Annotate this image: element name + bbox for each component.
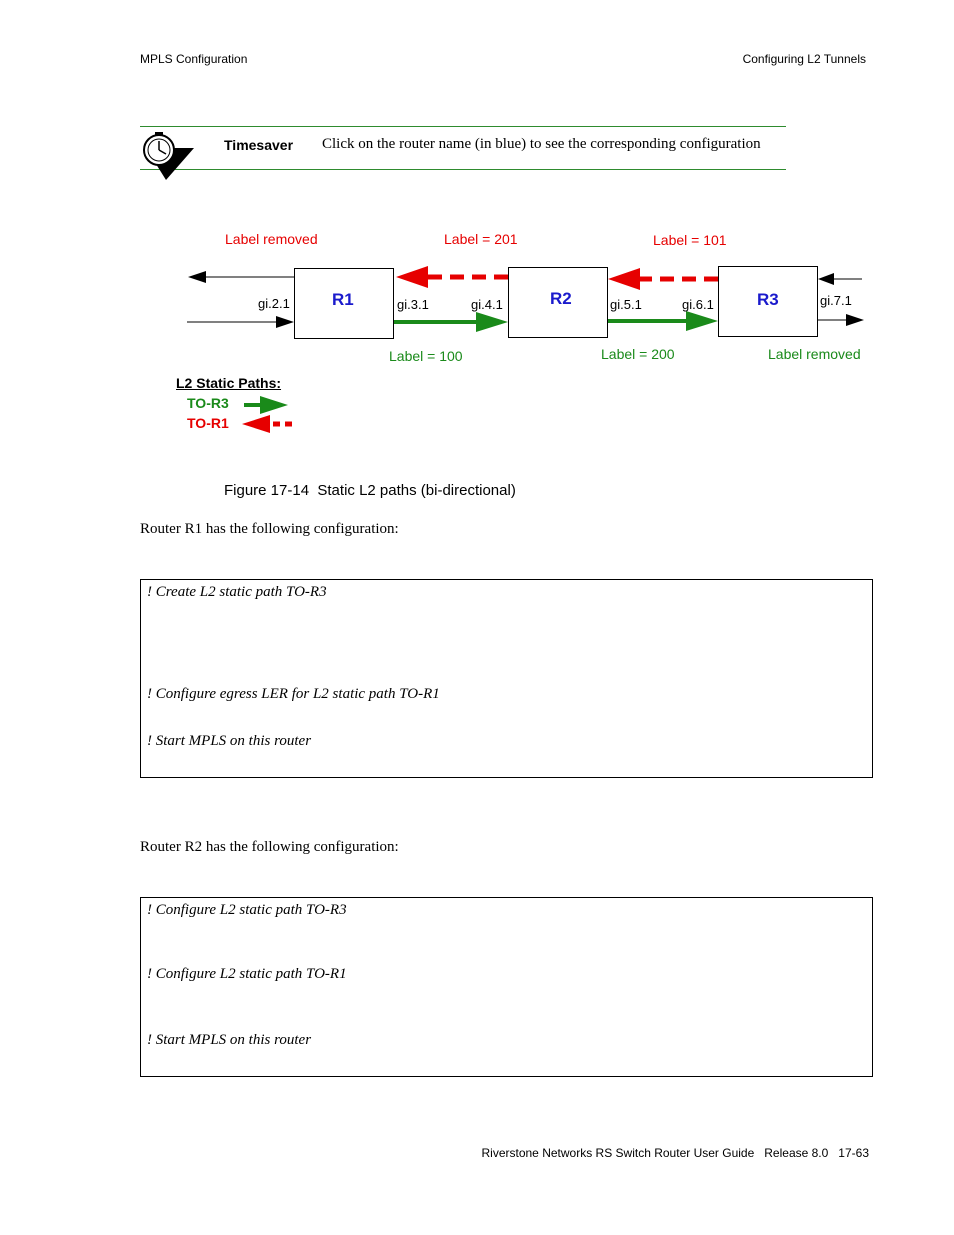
label-top-r2: Label = 201 [444,231,518,247]
figure-caption: Figure 17-14 Static L2 paths (bi-directional) [224,482,516,499]
r2-comment-3: ! Start MPLS on this router [147,1032,312,1048]
router-r1-link[interactable]: R1 [332,290,354,309]
legend-to-r3-arrow-icon [244,396,288,414]
to-r3-arrow-r1-r2 [393,312,508,332]
r1-comment-3: ! Start MPLS on this router [147,733,312,749]
label-top-r3: Label = 101 [653,232,727,248]
page-footer: Riverstone Networks RS Switch Router User Guide Release 8.0 17-63 [481,1146,869,1160]
legend-to-r1-arrow-icon [242,415,292,433]
running-header-left: MPLS Configuration [140,52,248,66]
router-r2-link[interactable]: R2 [550,289,572,308]
r2-intro: Router R2 has the following configuration: [140,839,399,855]
to-r1-arrow-r2-r1 [396,266,508,288]
r1-comment-2: ! Configure egress LER for L2 static path TO-R1 [147,686,440,702]
port-gi-3-1: gi.3.1 [397,297,429,312]
legend-to-r1: TO-R1 [187,415,229,431]
label-bottom-r3: Label removed [768,346,861,362]
r1-comment-1: ! Create L2 static path TO-R3 [147,584,327,600]
running-header-right: Configuring L2 Tunnels [742,52,866,66]
legend-to-r3: TO-R3 [187,395,229,411]
r1-intro: Router R1 has the following configuration: [140,521,399,537]
port-gi-7-1: gi.7.1 [820,293,852,308]
r3-ingress-arrow [818,273,862,285]
note-label: Timesaver [224,137,294,153]
legend-title: L2 Static Paths: [176,375,282,391]
r3-egress-arrow [818,314,864,326]
r1-egress-arrow [188,271,294,283]
note-text: Click on the router name (in blue) to see the corresponding configuration [322,136,761,152]
r1-ingress-arrow [187,316,294,328]
r2-comment-1: ! Configure L2 static path TO-R3 [147,902,347,918]
label-bottom-r1-r2: Label = 100 [389,348,463,364]
r1-config-box [140,579,873,778]
router-r3-link[interactable]: R3 [757,290,779,309]
port-gi-2-1: gi.2.1 [258,296,290,311]
to-r1-arrow-r3-r2 [608,268,718,290]
label-top-r1: Label removed [225,231,318,247]
port-gi-5-1: gi.5.1 [610,297,642,312]
to-r3-arrow-r2-r3 [607,311,718,331]
port-gi-4-1: gi.4.1 [471,297,503,312]
port-gi-6-1: gi.6.1 [682,297,714,312]
r2-config-box [140,897,873,1077]
r2-comment-2: ! Configure L2 static path TO-R1 [147,966,347,982]
label-bottom-r2-r3: Label = 200 [601,346,675,362]
